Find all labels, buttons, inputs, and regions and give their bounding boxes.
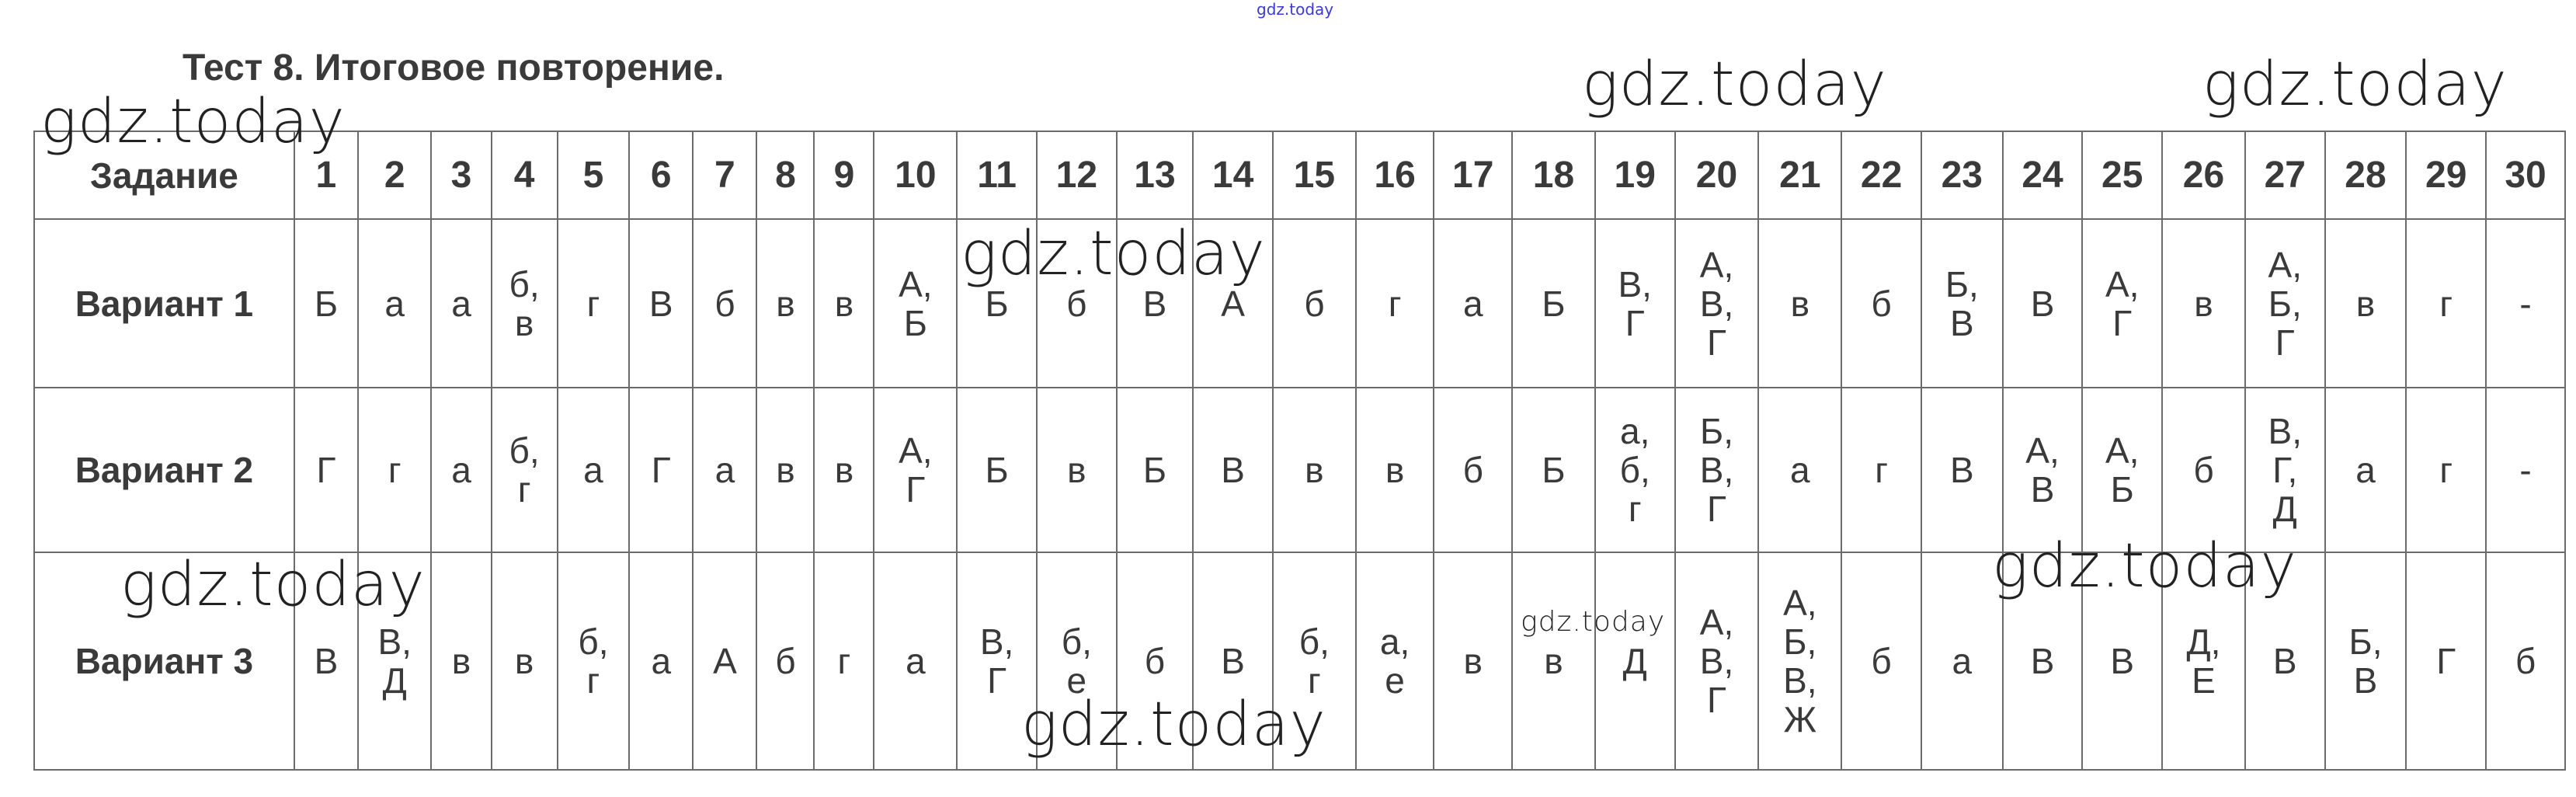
answer-text: А, Б, В, Ж: [1783, 583, 1817, 740]
task-number-header: 28: [2325, 131, 2407, 219]
answer-text: А, Г: [2105, 263, 2140, 343]
answer-cell: [2082, 388, 2162, 552]
answers-table: [33, 131, 2566, 771]
answer-text: в: [776, 283, 795, 324]
answer-text: Г: [2436, 641, 2456, 681]
answer-text: г: [586, 283, 600, 324]
answer-cell: [358, 219, 431, 388]
answer-cell: [629, 219, 693, 388]
answer-cell: [558, 552, 629, 770]
answer-text: -: [2519, 283, 2532, 324]
answer-text: в: [776, 450, 795, 490]
answer-text: в: [1305, 450, 1324, 490]
answer-cell: [2406, 219, 2486, 388]
variant-label: Вариант 1: [34, 219, 294, 388]
answer-cell: [1758, 388, 1841, 552]
answer-cell: [294, 388, 358, 552]
task-number-header: 5: [558, 131, 629, 219]
table-row: [34, 219, 2565, 388]
answer-cell: [1117, 388, 1194, 552]
answer-cell: [1273, 388, 1356, 552]
answer-text: Б, В: [2348, 621, 2383, 701]
answer-text: в: [834, 283, 854, 324]
answer-cell: [558, 388, 629, 552]
answer-text: б: [2515, 641, 2536, 681]
answer-cell: [1512, 219, 1595, 388]
answer-text: В: [1949, 450, 1974, 490]
answer-text: в: [834, 450, 854, 490]
answer-text: Б: [985, 450, 1009, 490]
task-number-header: 16: [1356, 131, 1434, 219]
answer-text: а, е: [1379, 621, 1410, 701]
answer-text: А: [1221, 283, 1245, 324]
answer-text: В: [1221, 450, 1245, 490]
answer-cell: [1356, 552, 1434, 770]
answer-text: А: [713, 641, 737, 681]
answer-cell: [756, 388, 814, 552]
answer-cell: [1356, 219, 1434, 388]
answer-cell: [2406, 552, 2486, 770]
answer-cell: [874, 388, 957, 552]
watermark: gdz.today: [120, 550, 426, 620]
answer-cell: [558, 219, 629, 388]
answer-text: В, Д: [377, 621, 412, 701]
answer-cell: [693, 388, 756, 552]
answer-cell: [1841, 388, 1921, 552]
answer-text: г: [388, 450, 402, 490]
answer-text: в: [1463, 641, 1483, 681]
answer-cell: [1273, 219, 1356, 388]
watermark: gdz.today: [1992, 531, 2297, 601]
answer-text: б: [714, 283, 735, 324]
answer-cell: [492, 552, 558, 770]
answer-text: Г: [316, 450, 336, 490]
answer-text: Б: [1542, 283, 1566, 324]
answer-text: в: [1544, 641, 1563, 681]
answer-text: В, Г: [1618, 263, 1652, 343]
answer-text: Б, В: [1945, 263, 1979, 343]
answer-text: А, Б: [2105, 430, 2140, 510]
answer-text: б: [2193, 450, 2214, 490]
answer-cell: [2486, 388, 2565, 552]
answer-cell: [2245, 219, 2325, 388]
watermark: gdz.today: [1021, 690, 1326, 760]
answer-text: б: [1066, 283, 1087, 324]
answer-text: а: [384, 283, 405, 324]
answer-text: г: [1875, 450, 1888, 490]
top-watermark: gdz.today: [1257, 0, 1334, 19]
answer-cell: [358, 388, 431, 552]
answer-cell: [1512, 552, 1595, 770]
task-number-header: 14: [1193, 131, 1273, 219]
answer-cell: [431, 388, 491, 552]
answer-cell: [957, 388, 1037, 552]
answer-cell: [629, 552, 693, 770]
task-number-header: 20: [1675, 131, 1759, 219]
task-number-header: 12: [1037, 131, 1117, 219]
answer-cell: [1356, 388, 1434, 552]
answer-cell: [492, 388, 558, 552]
task-number-header: 11: [957, 131, 1037, 219]
answer-text: Д: [1622, 641, 1647, 681]
answer-cell: [1675, 219, 1759, 388]
answer-text: б: [1871, 283, 1892, 324]
task-number-header: 1: [294, 131, 358, 219]
task-number-header: 15: [1273, 131, 1356, 219]
answer-text: в: [2194, 283, 2213, 324]
answer-cell: [431, 552, 491, 770]
task-number-header: 4: [492, 131, 558, 219]
answer-cell: [2406, 388, 2486, 552]
table-header-row: [34, 131, 2565, 219]
answer-text: В: [648, 283, 673, 324]
answer-text: а: [451, 450, 471, 490]
header-label: Задание: [34, 131, 294, 219]
task-number-header: 23: [1921, 131, 2003, 219]
page-title: Тест 8. Итоговое повторение.: [183, 47, 725, 89]
answer-text: г: [2439, 450, 2453, 490]
answer-text: Б: [1142, 450, 1167, 490]
answer-cell: [2486, 219, 2565, 388]
task-number-header: 9: [814, 131, 874, 219]
answer-text: А, Г: [899, 430, 933, 510]
answer-cell: [693, 552, 756, 770]
watermark: gdz.today: [1521, 606, 1666, 638]
task-number-header: 18: [1512, 131, 1595, 219]
answer-text: а: [1952, 641, 1973, 681]
task-number-header: 10: [874, 131, 957, 219]
answer-cell: [294, 219, 358, 388]
watermark: gdz.today: [1582, 50, 1887, 120]
answer-cell: [1512, 388, 1595, 552]
answer-text: б: [1462, 450, 1483, 490]
task-number-header: 30: [2486, 131, 2565, 219]
answer-text: б, г: [1298, 621, 1330, 701]
answer-text: А, В, Г: [1699, 244, 1734, 363]
answer-cell: [1921, 552, 2003, 770]
task-number-header: 2: [358, 131, 431, 219]
answer-cell: [2162, 219, 2245, 388]
answer-text: а: [451, 283, 471, 324]
task-number-header: 19: [1595, 131, 1675, 219]
answer-text: В, Г, Д: [2268, 411, 2302, 529]
answer-cell: [1675, 552, 1759, 770]
answer-cell: [1921, 219, 2003, 388]
answer-cell: [1434, 552, 1512, 770]
answer-text: г: [1388, 283, 1402, 324]
answer-cell: [1758, 552, 1841, 770]
answer-text: б, в: [509, 263, 540, 343]
answer-cell: [1037, 388, 1117, 552]
variant-label: Вариант 2: [34, 388, 294, 552]
answer-cell: [814, 388, 874, 552]
answer-text: а: [1462, 283, 1483, 324]
answer-text: А, В: [2025, 430, 2060, 510]
answer-text: В: [1221, 641, 1245, 681]
watermark: gdz.today: [961, 219, 1266, 289]
task-number-header: 17: [1434, 131, 1512, 219]
answer-cell: [431, 219, 491, 388]
answer-text: а: [651, 641, 672, 681]
answer-cell: [2486, 552, 2565, 770]
answer-text: в: [1067, 450, 1086, 490]
answer-text: а: [2355, 450, 2376, 490]
answer-text: Г: [651, 450, 671, 490]
answer-text: б, е: [1061, 621, 1092, 701]
answer-text: в: [451, 641, 471, 681]
answer-text: Д, Е: [2186, 621, 2221, 701]
answer-text: Б: [1542, 450, 1566, 490]
answer-text: а: [1790, 450, 1810, 490]
answer-cell: [1595, 219, 1675, 388]
answer-cell: [2003, 388, 2083, 552]
answer-cell: [2162, 388, 2245, 552]
answer-text: А, Б, Г: [2268, 244, 2302, 363]
answer-text: б, г: [509, 430, 540, 510]
answer-cell: [1595, 552, 1675, 770]
answer-text: Б: [985, 283, 1009, 324]
answer-text: б: [1871, 641, 1892, 681]
variant-label: Вариант 3: [34, 552, 294, 770]
answer-text: В: [1142, 283, 1167, 324]
table-row: [34, 388, 2565, 552]
answer-cell: [1758, 219, 1841, 388]
answer-cell: [1921, 388, 2003, 552]
answer-cell: [814, 552, 874, 770]
answer-cell: [1675, 388, 1759, 552]
task-number-header: 13: [1117, 131, 1194, 219]
answer-cell: [2325, 552, 2407, 770]
answer-cell: [1434, 388, 1512, 552]
answer-cell: [2245, 388, 2325, 552]
answer-cell: [1595, 388, 1675, 552]
task-number-header: 24: [2003, 131, 2083, 219]
answer-text: А, Б: [899, 263, 933, 343]
answer-cell: [492, 219, 558, 388]
task-number-header: 3: [431, 131, 491, 219]
answer-text: а: [583, 450, 603, 490]
answer-text: А, В, Г: [1699, 602, 1734, 720]
task-number-header: 25: [2082, 131, 2162, 219]
answer-cell: [874, 219, 957, 388]
answer-cell: [756, 552, 814, 770]
task-number-header: 27: [2245, 131, 2325, 219]
answer-text: Б: [314, 283, 338, 324]
task-number-header: 7: [693, 131, 756, 219]
answer-text: в: [1790, 283, 1810, 324]
answer-text: В: [2030, 283, 2055, 324]
answer-cell: [1434, 219, 1512, 388]
answer-cell: [2325, 219, 2407, 388]
answer-text: а: [714, 450, 735, 490]
answer-cell: [2003, 219, 2083, 388]
answer-cell: [2325, 388, 2407, 552]
answer-text: г: [2439, 283, 2453, 324]
watermark: gdz.today: [40, 87, 346, 157]
answer-text: в: [2355, 283, 2376, 324]
answer-text: б: [1144, 641, 1166, 681]
answer-text: г: [837, 641, 851, 681]
task-number-header: 29: [2406, 131, 2486, 219]
task-number-header: 21: [1758, 131, 1841, 219]
answer-text: б: [775, 641, 796, 681]
answer-cell: [1841, 219, 1921, 388]
task-number-header: 26: [2162, 131, 2245, 219]
answer-text: -: [2519, 450, 2532, 490]
answer-text: в: [514, 641, 534, 681]
answer-text: В: [314, 641, 339, 681]
answer-text: В: [2030, 641, 2055, 681]
answer-text: В: [2110, 641, 2135, 681]
answer-cell: [629, 388, 693, 552]
answer-cell: [756, 219, 814, 388]
task-number-header: 6: [629, 131, 693, 219]
answer-cell: [1841, 552, 1921, 770]
answer-text: в: [1385, 450, 1405, 490]
answer-text: а: [906, 641, 926, 681]
answer-cell: [814, 219, 874, 388]
task-number-header: 22: [1841, 131, 1921, 219]
watermark: gdz.today: [2202, 50, 2508, 120]
answer-text: В: [2272, 641, 2297, 681]
answer-cell: [874, 552, 957, 770]
answer-text: б, г: [578, 621, 609, 701]
answer-cell: [2082, 219, 2162, 388]
answer-text: В, Г: [979, 621, 1014, 701]
answer-cell: [693, 219, 756, 388]
answer-text: б: [1304, 283, 1325, 324]
answer-cell: [1193, 388, 1273, 552]
answer-text: а, б, г: [1619, 411, 1650, 529]
task-number-header: 8: [756, 131, 814, 219]
answer-text: Б, В, Г: [1699, 411, 1734, 529]
